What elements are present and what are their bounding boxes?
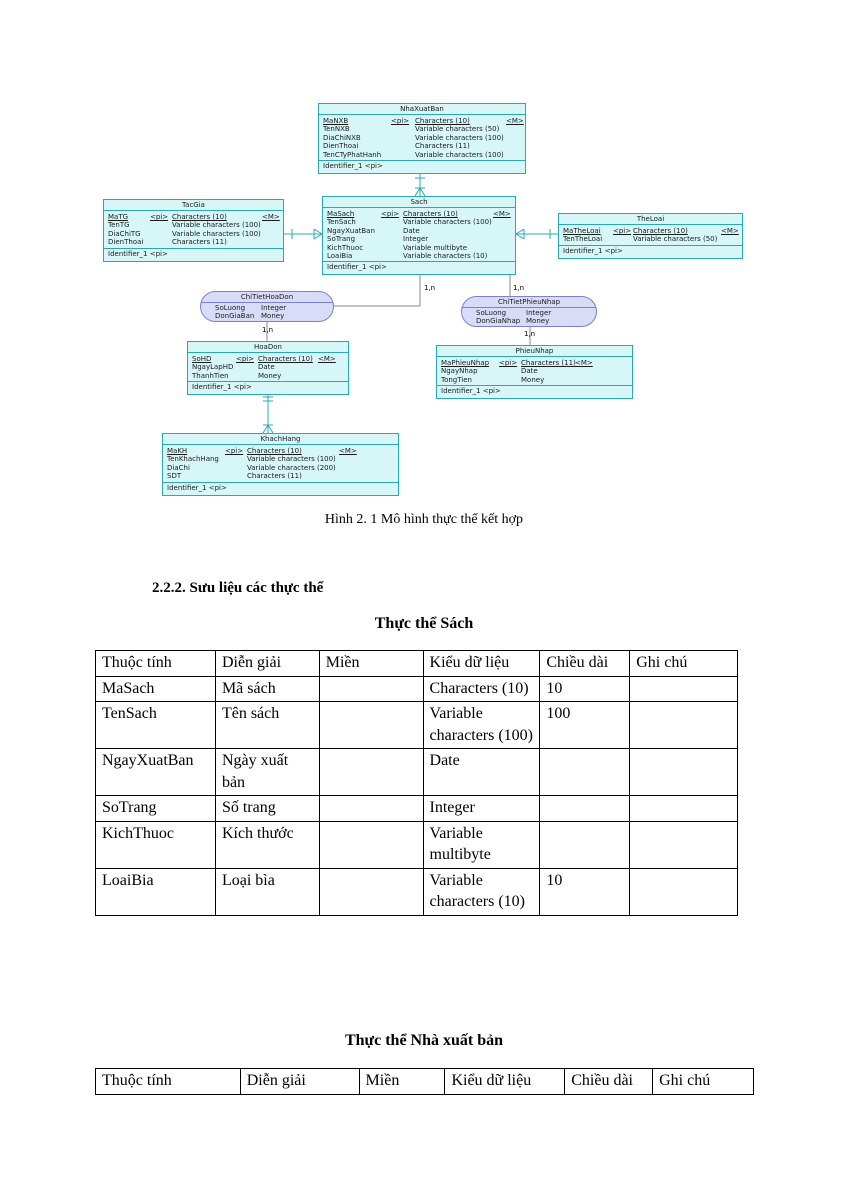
table-cell bbox=[319, 749, 423, 796]
attribute-type: Characters (10) bbox=[633, 227, 688, 235]
entity-attribute-row bbox=[327, 244, 511, 252]
figure-caption: Hình 2. 1 Mô hình thực thể kết hợp bbox=[324, 512, 524, 527]
entity-title: TheLoai bbox=[559, 214, 742, 225]
table-row bbox=[96, 821, 738, 868]
entity-attribute-row bbox=[327, 227, 511, 235]
table-header-cell: Kiểu dữ liệu bbox=[445, 1069, 565, 1095]
attribute-type: Money bbox=[526, 317, 550, 326]
entity-attribute-row bbox=[108, 230, 279, 238]
attribute-name: SoHD bbox=[192, 355, 212, 363]
attribute-name: SDT bbox=[167, 472, 182, 481]
entity-attribute-row bbox=[323, 151, 521, 159]
association-attribute-row bbox=[215, 304, 319, 312]
table-cell: Tên sách bbox=[215, 702, 319, 749]
entity-attribute-row bbox=[167, 472, 394, 480]
entity-attribute-row bbox=[192, 355, 344, 363]
cardinality-sach-ctpn: 1,n bbox=[513, 284, 525, 292]
entity-attribute-row bbox=[108, 213, 279, 221]
attribute-name: NgayNhap bbox=[441, 367, 478, 376]
table-row bbox=[96, 796, 738, 822]
table-header-cell: Thuộc tính bbox=[96, 651, 216, 677]
table-cell: Kích thước bbox=[215, 821, 319, 868]
table-cell: Integer bbox=[423, 796, 540, 822]
table-cell bbox=[630, 868, 738, 915]
entity-title: NhaXuatBan bbox=[319, 104, 525, 115]
table-header-cell: Miền bbox=[319, 651, 423, 677]
attribute-mandatory: <M> bbox=[262, 213, 280, 221]
table-cell: LoaiBia bbox=[96, 868, 216, 915]
attribute-type: Date bbox=[258, 363, 275, 372]
table-cell bbox=[630, 749, 738, 796]
table-cell bbox=[319, 702, 423, 749]
attribute-mandatory: <M> bbox=[575, 359, 593, 367]
attribute-name: DonGiaBan bbox=[215, 312, 255, 321]
table-cell: SoTrang bbox=[96, 796, 216, 822]
entity-identifier: Identifier_1 <pi> bbox=[192, 383, 252, 392]
table-cell bbox=[630, 676, 738, 702]
table-row bbox=[96, 702, 738, 749]
entity-attribute-row bbox=[327, 235, 511, 243]
table-cell bbox=[540, 749, 630, 796]
attribute-type: Variable characters (50) bbox=[633, 235, 718, 244]
table-cell: Date bbox=[423, 749, 540, 796]
attribute-name: TenNXB bbox=[323, 125, 350, 134]
association-title: ChiTietPhieuNhap bbox=[462, 297, 596, 308]
entity-title: KhachHang bbox=[163, 434, 398, 445]
table-cell bbox=[540, 821, 630, 868]
table-cell bbox=[319, 868, 423, 915]
entity-identifier: Identifier_1 <pi> bbox=[563, 246, 623, 255]
entity-title: PhieuNhap bbox=[437, 346, 632, 357]
cardinality-phieunhap-ctpn: 1,n bbox=[524, 330, 536, 338]
attribute-type: Characters (10) bbox=[403, 210, 458, 218]
entity-attribute-row bbox=[108, 221, 279, 229]
attribute-type: Characters (11) bbox=[247, 472, 302, 481]
entity-attribute-row bbox=[327, 210, 511, 218]
attribute-type: Characters (10) bbox=[415, 117, 470, 125]
attribute-type: Date bbox=[521, 367, 538, 376]
entity-title: Sach bbox=[323, 197, 515, 208]
attribute-key: <pi> bbox=[236, 355, 255, 363]
attribute-key: <pi> bbox=[225, 447, 244, 455]
attribute-type: Integer bbox=[261, 304, 287, 312]
attribute-name: DiaChi bbox=[167, 463, 190, 472]
table-cell bbox=[630, 796, 738, 822]
attribute-name: MaKH bbox=[167, 447, 188, 455]
attribute-type: Variable characters (200) bbox=[247, 463, 336, 472]
entity-attribute-row bbox=[441, 359, 628, 367]
attribute-type: Variable characters (100) bbox=[403, 218, 492, 227]
entity-identifier: Identifier_1 <pi> bbox=[323, 161, 383, 170]
attribute-type: Money bbox=[521, 375, 545, 384]
attribute-name: TenTG bbox=[108, 221, 130, 230]
entity-attribute-row bbox=[563, 235, 738, 243]
entity-theloai bbox=[558, 213, 743, 259]
entity-attribute-row bbox=[441, 367, 628, 375]
table-cell: Variable multibyte bbox=[423, 821, 540, 868]
table-header-cell: Diễn giải bbox=[215, 651, 319, 677]
table-cell: 10 bbox=[540, 868, 630, 915]
attribute-type: Variable multibyte bbox=[403, 243, 468, 252]
attribute-name: SoTrang bbox=[327, 235, 356, 244]
association-attribute-row bbox=[476, 317, 582, 325]
attribute-name: TenKhachHang bbox=[167, 455, 219, 464]
table-row bbox=[96, 868, 738, 915]
attribute-name: TongTien bbox=[441, 375, 472, 384]
attribute-key: <pi> bbox=[150, 213, 169, 221]
table-header-cell: Chiều dài bbox=[540, 651, 630, 677]
section-heading: 2.2.2. Sưu liệu các thực thể bbox=[152, 580, 324, 596]
attribute-type: Variable characters (100) bbox=[172, 221, 261, 230]
attribute-key: <pi> bbox=[613, 227, 632, 235]
entity-identifier: Identifier_1 <pi> bbox=[167, 483, 227, 492]
table-header-cell: Ghi chú bbox=[630, 651, 738, 677]
entity-attribute-row bbox=[167, 455, 394, 463]
attribute-type: Characters (11) bbox=[172, 238, 227, 247]
attribute-name: TenSach bbox=[327, 218, 356, 227]
entity-phieunhap bbox=[436, 345, 633, 399]
table-cell bbox=[630, 821, 738, 868]
table-cell bbox=[319, 821, 423, 868]
entity-attribute-row bbox=[323, 117, 524, 125]
entity-title: HoaDon bbox=[188, 342, 348, 353]
attribute-name: LoaiBia bbox=[327, 251, 353, 260]
table-cell: MaSach bbox=[96, 676, 216, 702]
attribute-name: DiaChiNXB bbox=[323, 133, 361, 142]
table-header-cell: Thuộc tính bbox=[96, 1069, 241, 1095]
table-cell bbox=[319, 796, 423, 822]
table-header-cell: Diễn giải bbox=[240, 1069, 359, 1095]
entity-identifier: Identifier_1 <pi> bbox=[108, 249, 168, 258]
table1-title: Thực thể Sách bbox=[374, 615, 474, 632]
entity-khachhang bbox=[162, 433, 399, 496]
entity-sach bbox=[322, 196, 516, 275]
entity-attribute-row bbox=[167, 447, 394, 455]
table-header-row bbox=[96, 651, 738, 677]
entity-attribute-row bbox=[563, 227, 738, 235]
attribute-name: DiaChiTG bbox=[108, 229, 141, 238]
attribute-name: MaPhieuNhap bbox=[441, 359, 490, 367]
table-cell: NgayXuatBan bbox=[96, 749, 216, 796]
table-header-cell: Chiều dài bbox=[565, 1069, 653, 1095]
attribute-type: Money bbox=[261, 312, 285, 321]
attribute-type: Characters (10) bbox=[258, 355, 313, 363]
entity-identifier: Identifier_1 <pi> bbox=[441, 387, 501, 396]
table-cell bbox=[630, 702, 738, 749]
table-cell: KichThuoc bbox=[96, 821, 216, 868]
entity-attribute-row bbox=[192, 372, 344, 380]
attribute-name: DienThoai bbox=[108, 238, 144, 247]
table-header-row bbox=[96, 1069, 754, 1095]
table-cell: Mã sách bbox=[215, 676, 319, 702]
attribute-mandatory: <M> bbox=[318, 355, 336, 363]
attribute-key: <pi> bbox=[391, 117, 410, 125]
table-header-cell: Kiểu dữ liệu bbox=[423, 651, 540, 677]
table-header-cell: Ghi chú bbox=[653, 1069, 754, 1095]
attribute-name: NgayLapHD bbox=[192, 363, 234, 372]
table-cell: Characters (10) bbox=[423, 676, 540, 702]
attribute-type: Variable characters (50) bbox=[415, 125, 500, 134]
entity-attribute-row bbox=[192, 363, 344, 371]
cardinality-sach-cthd: 1,n bbox=[424, 284, 436, 292]
attribute-type: Integer bbox=[403, 235, 429, 244]
attribute-mandatory: <M> bbox=[493, 210, 511, 218]
table-row bbox=[96, 749, 738, 796]
table-cell: TenSach bbox=[96, 702, 216, 749]
entity-attribute-row bbox=[167, 464, 394, 472]
attribute-name: MaNXB bbox=[323, 117, 349, 125]
attribute-type: Variable characters (100) bbox=[415, 133, 504, 142]
table-header-cell: Miền bbox=[359, 1069, 445, 1095]
attribute-name: DonGiaNhap bbox=[476, 317, 521, 326]
entity-identifier: Identifier_1 <pi> bbox=[327, 263, 387, 272]
attribute-name: MaTG bbox=[108, 213, 129, 221]
cardinality-hoadon-cthd: 1,n bbox=[262, 326, 274, 334]
attribute-type: Variable characters (100) bbox=[415, 150, 504, 159]
attribute-name: NgayXuatBan bbox=[327, 226, 375, 235]
table-row bbox=[96, 676, 738, 702]
table2-title: Thực thể Nhà xuất bản bbox=[344, 1032, 504, 1049]
entity-attribute-row bbox=[441, 376, 628, 384]
entity-nhaxuatban bbox=[318, 103, 526, 174]
association-title: ChiTietHoaDon bbox=[201, 292, 333, 303]
attribute-type: Variable characters (10) bbox=[403, 251, 488, 260]
table-cell: Số trang bbox=[215, 796, 319, 822]
entity-title: TacGia bbox=[104, 200, 283, 211]
attribute-name: KichThuoc bbox=[327, 243, 364, 252]
attribute-type: Integer bbox=[526, 309, 552, 317]
entity-attribute-row bbox=[327, 218, 511, 226]
attribute-mandatory: <M> bbox=[721, 227, 739, 235]
entity-attribute-row bbox=[323, 134, 521, 142]
attribute-name: ThanhTien bbox=[192, 371, 229, 380]
attribute-type: Characters (11) bbox=[521, 359, 576, 367]
attribute-name: MaTheLoai bbox=[563, 227, 601, 235]
entity-table-sach bbox=[95, 650, 738, 916]
attribute-name: SoLuong bbox=[476, 309, 507, 317]
attribute-name: DienThoai bbox=[323, 142, 359, 151]
attribute-key: <pi> bbox=[499, 359, 518, 367]
attribute-name: TenCTyPhatHanh bbox=[323, 150, 382, 159]
attribute-mandatory: <M> bbox=[339, 447, 357, 455]
entity-attribute-row bbox=[323, 142, 521, 150]
attribute-type: Variable characters (100) bbox=[172, 229, 261, 238]
association-chitietphieunhap bbox=[461, 296, 597, 327]
table-cell: Ngày xuất bản bbox=[215, 749, 319, 796]
attribute-type: Characters (10) bbox=[247, 447, 302, 455]
entity-attribute-row bbox=[323, 125, 521, 133]
attribute-mandatory: <M> bbox=[506, 117, 524, 125]
table-cell: 10 bbox=[540, 676, 630, 702]
attribute-type: Date bbox=[403, 226, 420, 235]
attribute-name: MaSach bbox=[327, 210, 355, 218]
table-cell bbox=[319, 676, 423, 702]
attribute-type: Characters (11) bbox=[415, 142, 470, 151]
entity-attribute-row bbox=[327, 252, 511, 260]
entity-tacgia bbox=[103, 199, 284, 262]
association-attribute-row bbox=[215, 312, 319, 320]
table-cell bbox=[540, 796, 630, 822]
table-cell: Variable characters (100) bbox=[423, 702, 540, 749]
attribute-key: <pi> bbox=[381, 210, 400, 218]
table-cell: Variable characters (10) bbox=[423, 868, 540, 915]
attribute-type: Variable characters (100) bbox=[247, 455, 336, 464]
er-diagram bbox=[0, 0, 848, 500]
table-cell: Loại bìa bbox=[215, 868, 319, 915]
attribute-name: SoLuong bbox=[215, 304, 246, 312]
entity-hoadon bbox=[187, 341, 349, 395]
attribute-type: Characters (10) bbox=[172, 213, 227, 221]
entity-table-nhaxuatban bbox=[95, 1068, 754, 1095]
entity-attribute-row bbox=[108, 238, 279, 246]
association-chitiethoadon bbox=[200, 291, 334, 322]
association-attribute-row bbox=[476, 309, 582, 317]
table-cell: 100 bbox=[540, 702, 630, 749]
attribute-type: Money bbox=[258, 371, 282, 380]
attribute-name: TenTheLoai bbox=[563, 235, 603, 244]
